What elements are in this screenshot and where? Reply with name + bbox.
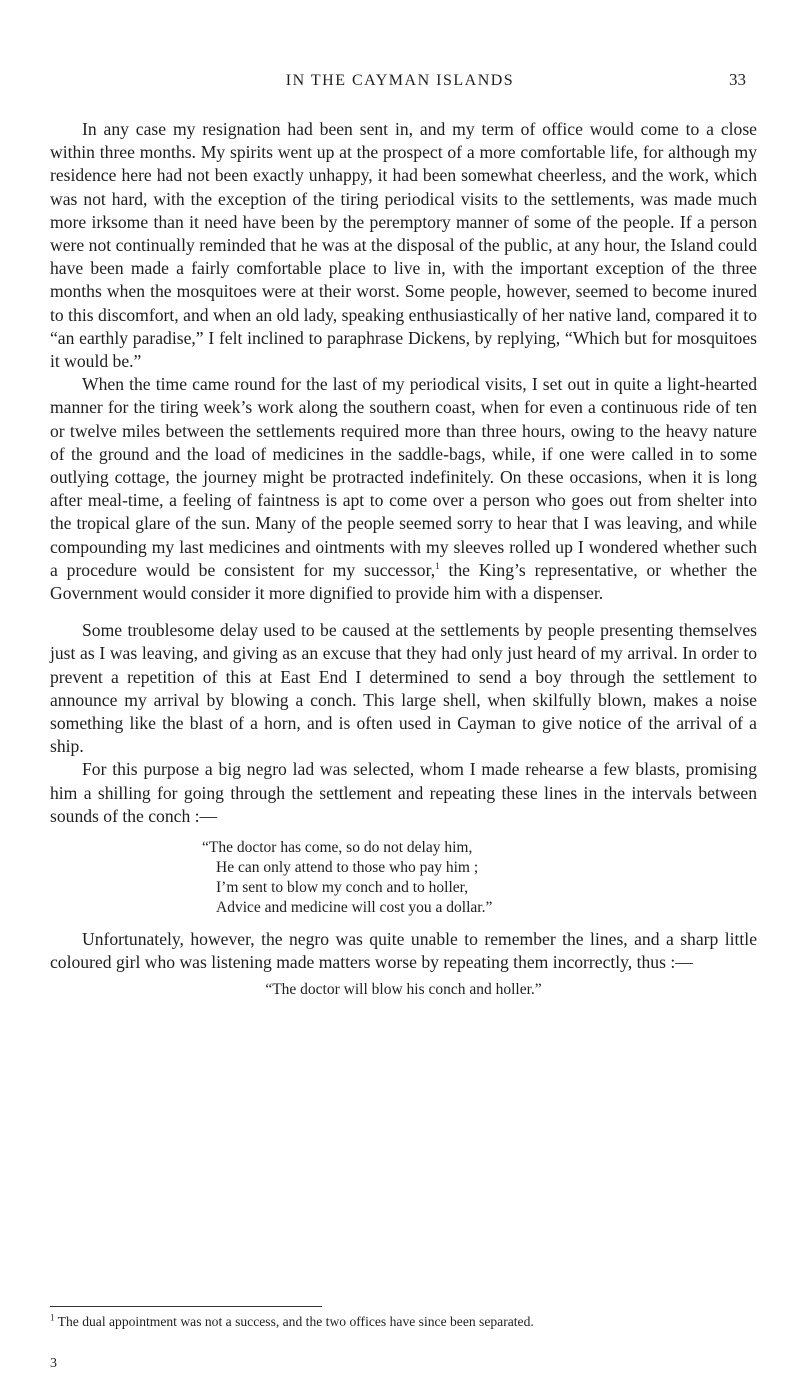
- paragraph-periodical-visit: [50, 373, 757, 605]
- paragraph-periodical-visit-part2: the King’s representative, or whether the Government would consider it more dignified to provide him with a dispenser.: [50, 559, 758, 604]
- paragraph-negro-lad: For this purpose a big negro lad was selected, whom I made rehearse a few blasts, promising him a shilling for going through the settlement and repeating these lines in the intervals between sounds of the conch :—: [50, 759, 757, 826]
- footnote-text: The dual appointment was not a success, and the two offices have since been separated.: [57, 1314, 534, 1329]
- paragraph-resignation: In any case my resignation had been sent in, and my term of office would come to a close within three months. My spirits went up at the prospect of a more comfortable life, for although my residence here had not been exactly unhappy, it had been somewhat cheerless, and the work, which was not hard, with the exception of the tiring periodical visits to the settlements, was made much more irksome than it need have been by the peremptory manner of some of the people. If a person were not continually reminded that he was at the disposal of the public, at any hour, the Island could have been made a fairly comfortable place to live in, with the important exception of the three months when the mosquitoes were at their worst. Some people, however, seemed to become inured to this discomfort, and when an old lady, speaking enthusiastically of her native land, compared it to “an earthly paradise,” I felt inclined to paraphrase Dickens, by replying, “Which but for mosquitoes it would be.”: [50, 119, 757, 372]
- footnote-marker: 1: [50, 1312, 55, 1323]
- body-text: [50, 118, 757, 1001]
- verse-block: [50, 838, 757, 918]
- paragraph-periodical-visit-part1: When the time came round for the last of my periodical visits, I set out in quite a light-hearted manner for the tiring week’s work along the southern coast, when for even a continuous ride of ten or twelve miles between the settlements required more than three hours, owing to the heavy nature of the ground and the load of medicines in the saddle-bags, while, if one were called in to some outlying cottage, the journey might be protracted indefinitely. On these occasions, when it is long after meal-time, a feeling of faintness is apt to come over a person who goes out from shelter into the tropical glare of the sun. Many of the people seemed sorry to hear that I was leaving, and while compounding my last medicines and ointments with my sleeves rolled up I wondered whether such a procedure would be consistent for my successor,: [50, 374, 757, 580]
- verse-line: He can only attend to those who pay him ;: [216, 859, 479, 877]
- verse-line: I’m sent to blow my conch and to holler,: [216, 879, 469, 897]
- paragraph-delay: Some troublesome delay used to be caused at the settlements by people presenting themselves just as I was leaving, and giving as an excuse that they had only just heard of my arrival. In order to prevent a repetition of this at East End I determined to send a boy through the settlement to announce my arrival by blowing a conch. This large shell, when skilfully blown, makes a noise something like the blast of a horn, and is often used in Cayman to give notice of the arrival of a ship.: [50, 620, 757, 757]
- running-head: IN THE CAYMAN ISLANDS: [285, 72, 515, 89]
- verse-line: “The doctor has come, so do not delay him,: [202, 839, 473, 857]
- signature-mark: 3: [50, 1356, 57, 1371]
- footnote-rule: [50, 1306, 322, 1307]
- footnote: [50, 1313, 757, 1330]
- paragraph-unfortunately: Unfortunately, however, the negro was quite unable to remember the lines, and a sharp little coloured girl who was listening made matters worse by repeating them incorrectly, thus :—: [50, 929, 757, 973]
- verse-line: Advice and medicine will cost you a dollar.”: [216, 899, 493, 917]
- quoted-line: “The doctor will blow his conch and holler.”: [265, 980, 542, 998]
- page-number: 33: [729, 70, 746, 89]
- footnote-reference: 1: [435, 561, 440, 571]
